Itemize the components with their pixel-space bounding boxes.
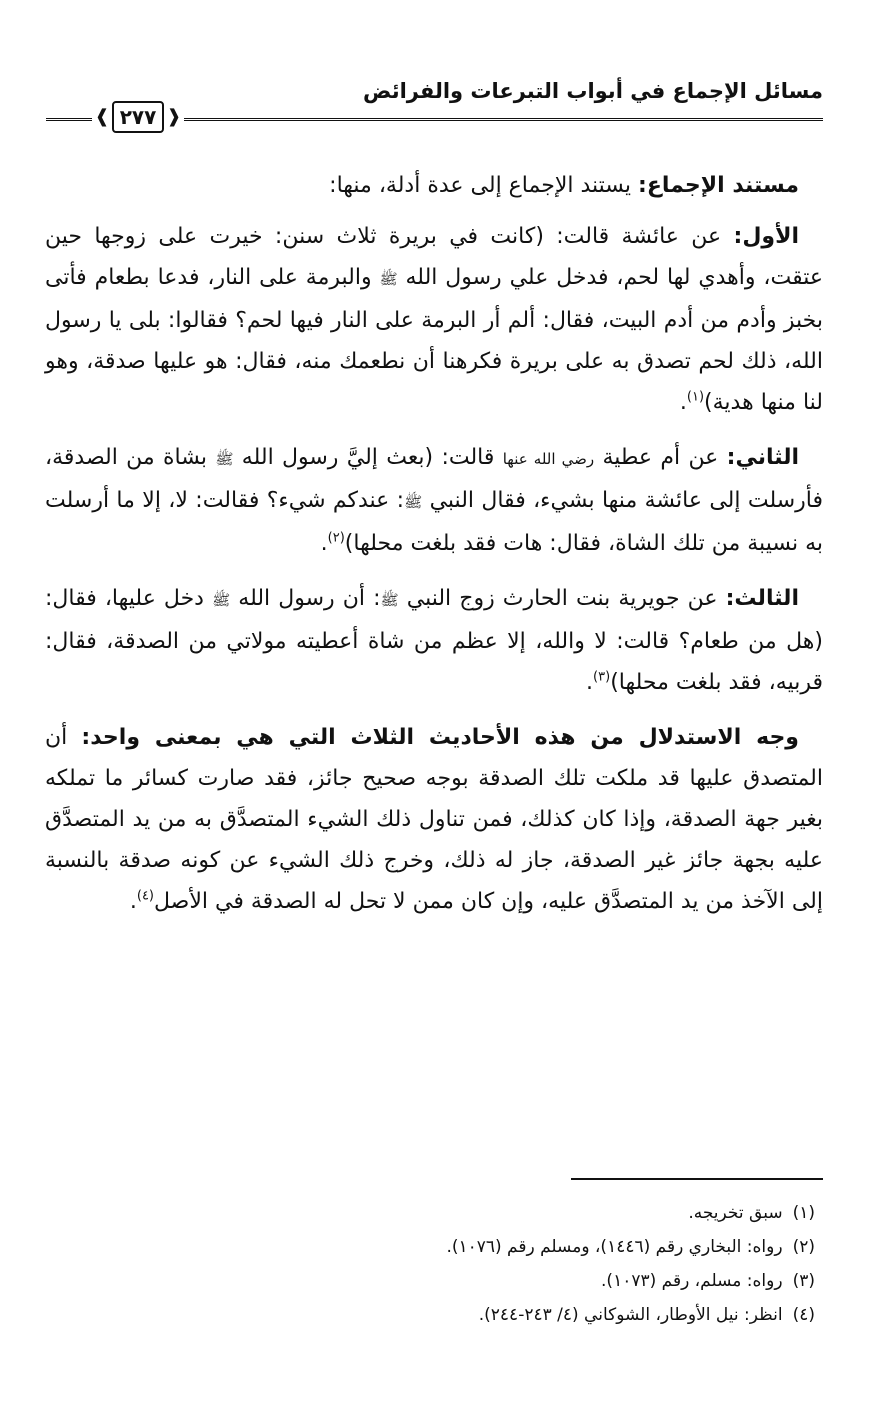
footnote-number: (٢) [792, 1237, 815, 1257]
evidence-second-text-a: عن أم عطية [594, 445, 727, 470]
footnote-ref-4[interactable]: (٤) [136, 888, 154, 904]
footnote-ref-2[interactable]: (٢) [327, 530, 345, 546]
intro-text: يستند الإجماع إلى عدة أدلة، منها: [329, 173, 639, 198]
inference-text: أن المتصدق عليها قد ملكت تلك الصدقة بوجه صحيح جائز، فقد صارت كسائر ما تملكه بغير جهة الصدقة، وإذا كان كذلك، فمن تناول ذلك الشيء المتصدَّق به من يد المتصدَّق عليه بجهة جائز غير الصدقة، جاز له ذلك، وخرج ذلك الشيء عن كونه صدقة بالنسبة إلى الآخذ من يد المتصدَّق عليه، وإن كان ممن لا تحل له الصدقة في الأصل [45, 725, 823, 914]
footnote-text: انظر: نيل الأوطار، الشوكاني (٤/ ٢٤٣-٢٤٤). [478, 1305, 783, 1325]
footnote-text: رواه: مسلم، رقم (١٠٧٣). [601, 1271, 783, 1291]
evidence-third-lead: الثالث: [725, 586, 799, 611]
evidence-first-text-b: والبرمة على النار، فدعا بطعام فأتى بخبز وأدم من أدم البيت، فقال: ألم أر البرمة على النار فيها لحم؟ فقالوا: بلى يا رسول الله، ذلك لحم تصدق به على بريرة فكرهنا أن نطعمك منه، فقال: هو عليها صدقة، وهو لنا منها هدية) [45, 265, 823, 415]
running-title: مسائل الإجماع في أبواب التبرعات والفرائض [363, 79, 823, 103]
evidence-first-lead: الأول: [733, 224, 799, 249]
inference-end: . [129, 889, 137, 914]
footnote-ref-3[interactable]: (٣) [593, 669, 611, 685]
footnote-ref-1[interactable]: (١) [686, 389, 705, 405]
footnote-number: (١) [792, 1203, 815, 1223]
evidence-second-text-c: بشاة من الصدقة، فأرسلت إلى عائشة منها بشيء، فقال النبي [45, 445, 823, 513]
intro-paragraph [45, 165, 823, 206]
footnote-item [115, 1264, 815, 1298]
evidence-second-text-d: : عندكم شيء؟ فقالت: لا، إلا ما أرسلت به نسيبة من تلك الشاة، فقال: هات فقد بلغت محلها) [45, 488, 823, 556]
evidence-second-end: . [320, 531, 328, 556]
footnote-separator [571, 1178, 823, 1180]
inference-paragraph [45, 717, 823, 922]
footnote-item [115, 1230, 815, 1264]
footnote-text: سبق تخريجه. [688, 1203, 783, 1223]
salawat-glyph: ﷺ [379, 270, 398, 288]
salawat-glyph: ﷺ [380, 591, 399, 609]
salawat-glyph: ﷺ [212, 591, 231, 609]
footnote-number: (٣) [792, 1271, 815, 1291]
evidence-third-text-b: : أن رسول الله [230, 586, 381, 611]
evidence-second-text-b: قالت: (بعث إليَّ رسول الله [233, 445, 503, 470]
evidence-second-lead: الثاني: [726, 445, 799, 470]
evidence-third-end: . [586, 670, 594, 695]
evidence-second [45, 437, 823, 564]
salawat-glyph: ﷺ [404, 493, 423, 511]
footnote-text: رواه: البخاري رقم (١٤٤٦)، ومسلم رقم (١٠٧٦). [446, 1237, 783, 1257]
page-number-ornament [92, 100, 184, 134]
evidence-first-end: . [679, 390, 687, 415]
evidence-first [45, 216, 823, 423]
footnote-item [115, 1196, 815, 1230]
footnote-number: (٤) [792, 1305, 815, 1325]
evidence-third-text-c: دخل عليها، فقال: (هل من طعام؟ قالت: لا والله، إلا عظم من شاة أعطيته مولاتي من الصدقة، فقال: قربيه، فقد بلغت محلها) [45, 586, 823, 695]
honorific-glyph: رضي الله عنها [502, 450, 595, 468]
main-text [45, 165, 823, 936]
left-ornament-icon: ❰ [94, 106, 110, 127]
evidence-third [45, 578, 823, 703]
evidence-first-text-a: عن عائشة قالت: (كانت في بريرة ثلاث سنن: خيرت على زوجها حين عتقت، وأهدي لها لحم، فدخل علي رسول الله [45, 224, 823, 290]
page-number: ٢٧٧ [112, 101, 165, 133]
footnote-item [115, 1298, 815, 1332]
salawat-glyph: ﷺ [215, 450, 234, 468]
intro-lead: مستند الإجماع: [638, 173, 799, 198]
inference-lead: وجه الاستدلال من هذه الأحاديث الثلاث التي هي بمعنى واحد: [81, 725, 799, 750]
right-ornament-icon: ❱ [166, 106, 182, 127]
evidence-third-text-a: عن جويرية بنت الحارث زوج النبي [398, 586, 726, 611]
footnotes [115, 1196, 815, 1332]
